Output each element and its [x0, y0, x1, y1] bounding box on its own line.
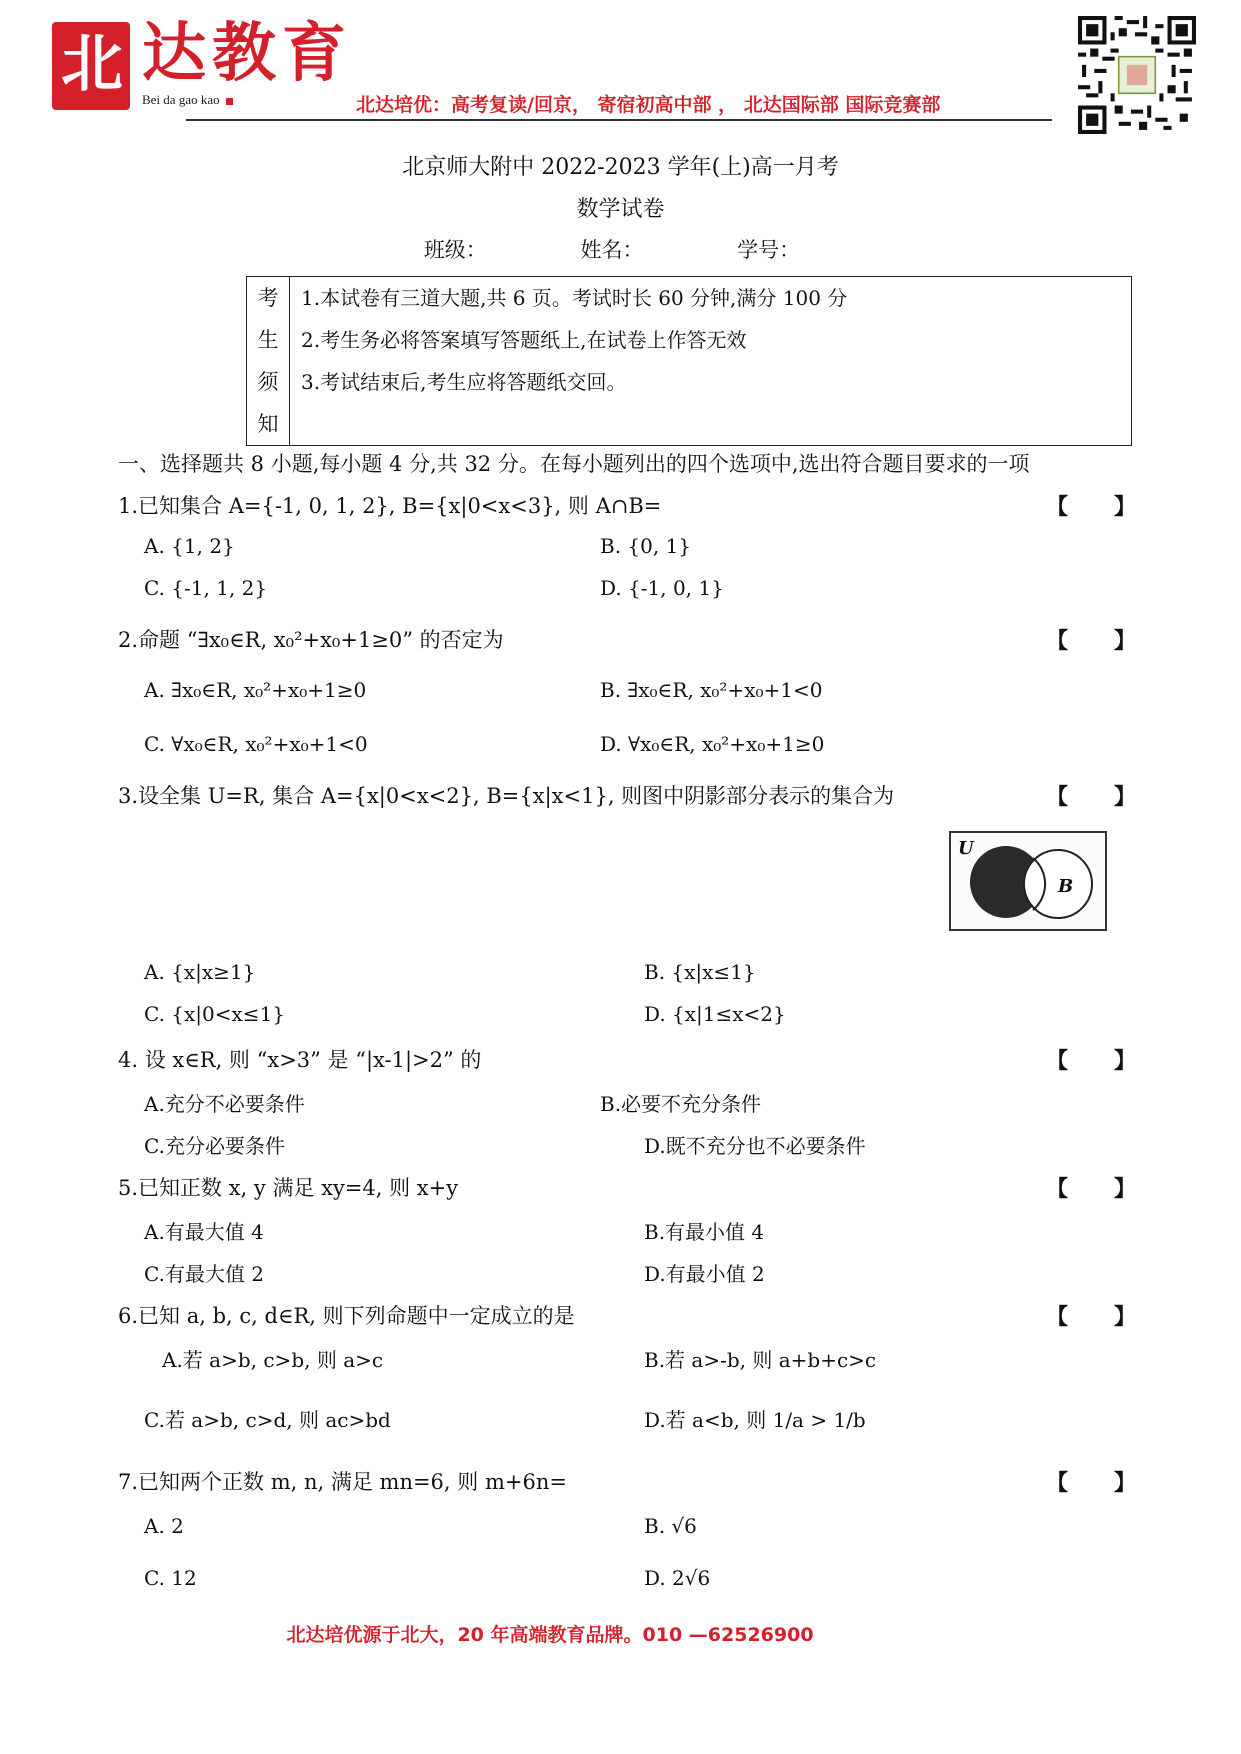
brand-pinyin-text: Bei da gao kao [142, 92, 220, 107]
q2-option-b: B. ∃x₀∈R, x₀²+x₀+1<0 [600, 678, 823, 702]
notice-side-char: 考 [257, 286, 279, 310]
notice-side-char: 须 [257, 370, 279, 394]
venn-label-b: B [1058, 876, 1074, 897]
q1-option-b: B. {0, 1} [600, 534, 692, 558]
footer-slogan: 北达培优源于北大，20 年高端教育品牌。010 —62526900 [286, 1624, 814, 1646]
brand-name: 达教育 [142, 16, 352, 91]
notice-items [301, 277, 1131, 403]
section-heading: 一、选择题共 8 小题,每小题 4 分,共 32 分。在每小题列出的四个选项中,选出符合题目要求的一项 [118, 452, 1030, 476]
header-divider [186, 119, 1052, 121]
q6-option-b: B.若 a>-b, 则 a+b+c>c [644, 1348, 877, 1372]
q5-option-b: B.有最小值 4 [644, 1220, 765, 1244]
answer-bracket: 【 】 [1046, 494, 1136, 520]
answer-bracket: 【 】 [1046, 1470, 1136, 1496]
q6-option-c: C.若 a>b, c>d, 则 ac>bd [144, 1408, 391, 1432]
q7-option-c: C. 12 [144, 1566, 197, 1590]
q4-option-d: D.既不充分也不必要条件 [644, 1134, 866, 1158]
q1-option-d: D. {-1, 0, 1} [600, 576, 724, 600]
id-field-label: 学号： [737, 238, 801, 262]
answer-bracket: 【 】 [1046, 1304, 1136, 1330]
q5-option-c: C.有最大值 2 [144, 1262, 265, 1286]
notice-side-char: 生 [257, 328, 279, 352]
q2-option-c: C. ∀x₀∈R, x₀²+x₀+1<0 [144, 732, 368, 756]
answer-bracket: 【 】 [1046, 1048, 1136, 1074]
q3-option-d: D. {x|1≤x<2} [644, 1002, 786, 1026]
q7-option-b: B. √6 [644, 1514, 697, 1538]
class-field-label: 班级： [423, 238, 487, 262]
q1-option-a: A. {1, 2} [144, 534, 235, 558]
q1-option-c: C. {-1, 1, 2} [144, 576, 268, 600]
brand-pinyin [142, 92, 233, 108]
answer-bracket: 【 】 [1046, 628, 1136, 654]
notice-side-char: 知 [257, 412, 279, 436]
q4-option-b: B.必要不充分条件 [600, 1092, 762, 1116]
name-field-label: 姓名： [580, 238, 644, 262]
question-1-stem: 1.已知集合 A={-1, 0, 1, 2}, B={x|0<x<3}, 则 A∩B= [118, 494, 662, 518]
qr-code-icon [1078, 16, 1196, 134]
exam-title: 北京师大附中 2022-2023 学年(上)高一月考 [402, 155, 839, 180]
q6-option-a: A.若 a>b, c>b, 则 a>c [162, 1348, 384, 1372]
q7-option-a: A. 2 [144, 1514, 184, 1538]
question-3-stem: 3.设全集 U=R, 集合 A={x|0<x<2}, B={x|x<1}, 则图中阴影部分表示的集合为 [118, 784, 895, 808]
q3-option-a: A. {x|x≥1} [144, 960, 256, 984]
notice-item: 2.考生务必将答案填写答题纸上,在试卷上作答无效 [301, 328, 747, 352]
exam-notice-box [246, 276, 1132, 446]
q2-option-a: A. ∃x₀∈R, x₀²+x₀+1≥0 [144, 678, 367, 702]
notice-item: 3.考试结束后,考生应将答题纸交回。 [301, 370, 627, 394]
q5-option-d: D.有最小值 2 [644, 1262, 765, 1286]
q3-option-c: C. {x|0<x≤1} [144, 1002, 286, 1026]
notice-item: 1.本试卷有三道大题,共 6 页。考试时长 60 分钟,满分 100 分 [301, 286, 848, 310]
q6-option-d: D.若 a<b, 则 1/a > 1/b [644, 1408, 866, 1432]
q4-option-c: C.充分必要条件 [144, 1134, 285, 1158]
q2-option-d: D. ∀x₀∈R, x₀²+x₀+1≥0 [600, 732, 825, 756]
q4-option-a: A.充分不必要条件 [144, 1092, 305, 1116]
answer-bracket: 【 】 [1046, 1176, 1136, 1202]
q5-option-a: A.有最大值 4 [144, 1220, 264, 1244]
slogan: 北达培优：高考复读/回京， 寄宿初高中部 ， 北达国际部 国际竞赛部 [356, 94, 941, 116]
exam-subtitle: 数学试卷 [576, 197, 665, 222]
question-7-stem: 7.已知两个正数 m, n, 满足 mn=6, 则 m+6n= [118, 1470, 567, 1494]
q3-option-b: B. {x|x≤1} [644, 960, 756, 984]
notice-side-label [247, 277, 290, 445]
q7-option-d: D. 2√6 [644, 1566, 711, 1590]
venn-diagram [948, 830, 1110, 934]
answer-bracket: 【 】 [1046, 784, 1136, 810]
question-6-stem: 6.已知 a, b, c, d∈R, 则下列命题中一定成立的是 [118, 1304, 575, 1328]
student-info-fields [0, 234, 1241, 264]
venn-label-u: U [958, 838, 974, 859]
question-5-stem: 5.已知正数 x, y 满足 xy=4, 则 x+y [118, 1176, 459, 1200]
question-4-stem: 4. 设 x∈R, 则 “x>3” 是 “|x-1|>2” 的 [118, 1048, 482, 1072]
logo-char: 北 [60, 27, 123, 100]
question-2-stem: 2.命题 “∃x₀∈R, x₀²+x₀+1≥0” 的否定为 [118, 628, 504, 652]
square-icon [226, 98, 233, 105]
